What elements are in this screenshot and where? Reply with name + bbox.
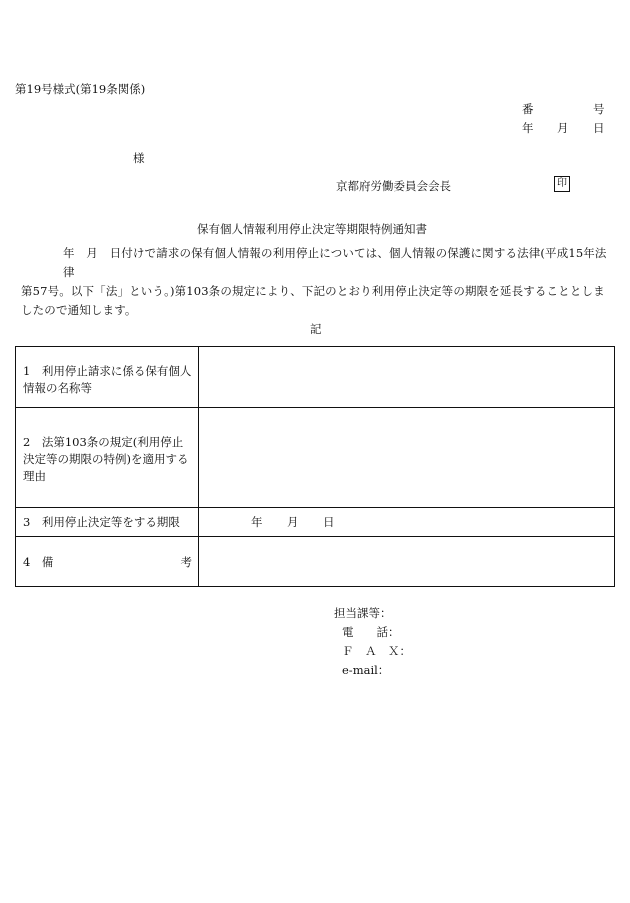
contact-phone: 電 話：: [342, 625, 400, 639]
row4-label-cell: [16, 537, 199, 587]
row2-label: 2 法第103条の規定(利用停止決定等の期限の特例)を適用する理由: [23, 435, 189, 483]
date-day-label: 日: [593, 121, 605, 135]
table-row: [16, 408, 615, 508]
deadline-day-label: 日: [323, 515, 335, 529]
form-number: 第19号様式(第19条関係): [15, 82, 146, 96]
ki-heading: 記: [310, 322, 322, 336]
deadline-month-label: 月: [287, 515, 299, 529]
row4-value-cell[interactable]: [199, 537, 615, 587]
row4-label-left: 4 備: [23, 555, 54, 569]
contact-email: e-mail：: [342, 663, 390, 677]
table-row: [16, 537, 615, 587]
row4-label: [16, 537, 198, 571]
contact-fax: Ｆ Ａ Ｘ：: [342, 644, 411, 658]
row2-label-cell: [16, 408, 199, 508]
body-line-1: 年 月 日付けで請求の保有個人情報の利用停止については、個人情報の保護に関する法律(平成15年法律: [63, 246, 607, 279]
row1-value-cell[interactable]: [199, 347, 615, 408]
date-year-label: 年: [522, 121, 534, 135]
details-table: [15, 346, 615, 587]
document-number-label: 番: [522, 102, 534, 116]
contact-dept: 担当課等：: [334, 606, 392, 620]
row1-label-cell: [16, 347, 199, 408]
row3-value-cell[interactable]: [199, 508, 615, 537]
seal-mark: 印: [554, 176, 570, 192]
row3-label: 3 利用停止決定等をする期限: [23, 515, 180, 529]
row4-label-right: 考: [180, 555, 192, 569]
notice-body: [21, 244, 617, 320]
body-line-2: 第57号。以下「法」という。)第103条の規定により、下記のとおり利用停止決定等の期限を延長することとしま: [21, 284, 605, 298]
body-line-3: したので通知します。: [21, 303, 137, 317]
deadline-year-label: 年: [251, 515, 263, 529]
table-row: [16, 347, 615, 408]
contact-block: [334, 604, 411, 680]
row1-label: 1 利用停止請求に係る保有個人情報の名称等: [23, 364, 192, 395]
table-row: [16, 508, 615, 537]
document-number-suffix: 号: [593, 102, 605, 116]
addressee-suffix: 様: [133, 151, 145, 165]
row2-value-cell[interactable]: [199, 408, 615, 508]
date-month-label: 月: [557, 121, 569, 135]
row3-label-cell: [16, 508, 199, 537]
issuer-name: 京都府労働委員会会長: [336, 179, 451, 193]
document-title: 保有個人情報利用停止決定等期限特例通知書: [197, 222, 427, 236]
